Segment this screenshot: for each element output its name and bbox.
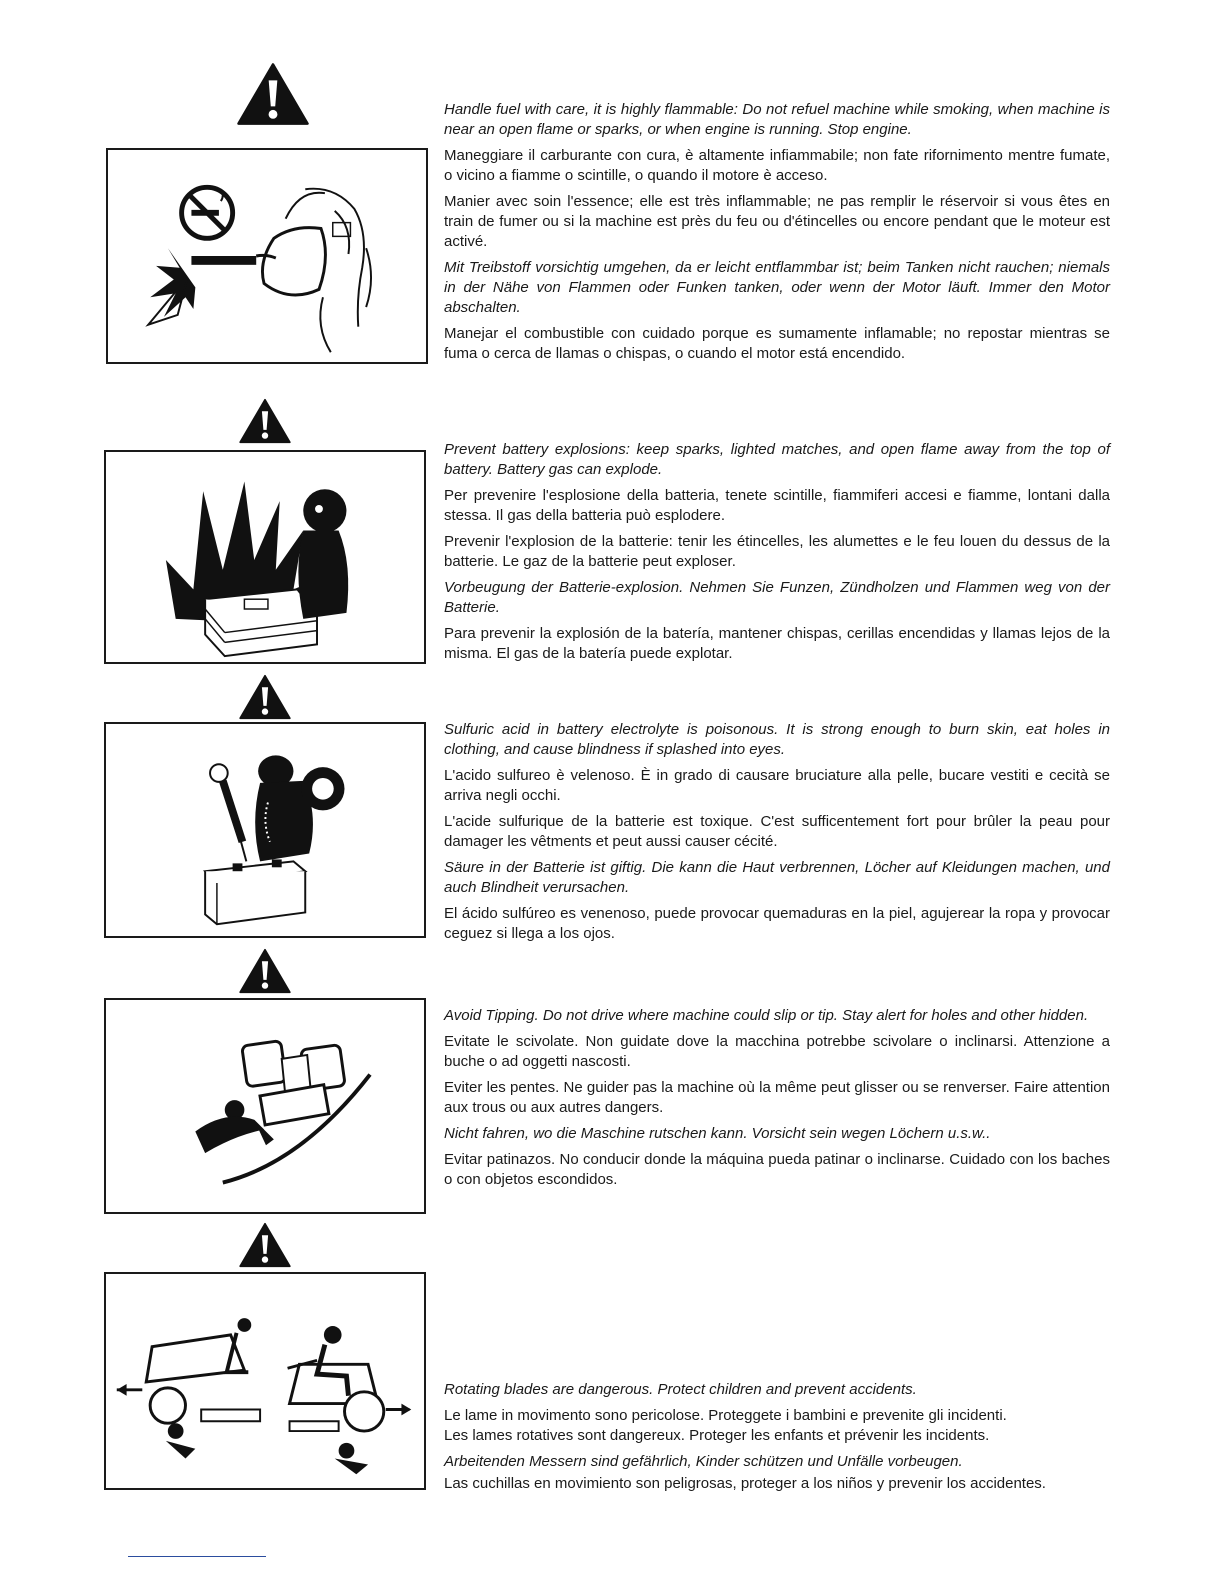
blades-text-de: Arbeitenden Messern sind gefährlich, Kinder schützen und Unfälle vorbeugen.	[444, 1453, 963, 1470]
warning-triangle-icon	[236, 58, 310, 130]
battery-explosion-text-fr: Prevenir l'explosion de la batterie: tenir les étincelles, les alumettes e le feu louen du dessus de la batterie. Le gaz de la batterie peut exploser.	[444, 533, 1110, 570]
blades-text-fr: Les lames rotatives sont dangereux. Proteger les enfants et prévenir les incidents.	[444, 1427, 990, 1444]
fuel-text-de: Mit Treibstoff vorsichtig umgehen, da er leicht entflammbar ist; beim Tanken nicht rauchen; niemals in der Nähe von Flammen oder Funken tanken, oder wenn der Motor läuft. Immer den Motor abschalten.	[444, 259, 1110, 316]
fuel-text-en: Handle fuel with care, it is highly flammable: Do not refuel machine while smoking, when machine is near an open flame or sparks, or when engine is running. Stop engine.	[444, 101, 1110, 138]
tipping-text	[444, 1006, 1110, 1196]
tipping-text-it: Evitate le scivolate. Non guidate dove la macchina potrebbe scivolare o inclinarsi. Attenzione a buche o ad oggetti nascosti.	[444, 1033, 1110, 1070]
fuel-text-it: Maneggiare il carburante con cura, è altamente infiammabile; non fate rifornimento mentre fumate, o vicino a fiamme o scintille, o quando il motore è acceso.	[444, 147, 1110, 184]
battery-acid-text-it: L'acido sulfureo è velenoso. È in grado di causare bruciature alla pelle, bucare vestiti e cecità se arriva negli occhi.	[444, 767, 1110, 804]
blades-text-es: Las cuchillas en movimiento son peligrosas, proteger a los niños y prevenir los accidentes.	[444, 1475, 1046, 1492]
refuel-no-smoking-pictogram	[106, 148, 428, 364]
rotating-blades-children-pictogram	[104, 1272, 426, 1490]
warning-triangle-icon	[238, 674, 292, 720]
battery-explosion-text	[444, 440, 1110, 670]
battery-explosion-text-en: Prevent battery explosions: keep sparks, lighted matches, and open flame away from the top of battery. Battery gas can explode.	[444, 441, 1110, 478]
battery-explosion-text-es: Para prevenir la explosión de la batería, mantener chispas, cerillas encendidas y llamas lejos de la misma. El gas de la batería puede explotar.	[444, 625, 1110, 662]
blades-text-en: Rotating blades are dangerous. Protect children and prevent accidents.	[444, 1381, 917, 1398]
tipping-text-en: Avoid Tipping. Do not drive where machine could slip or tip. Stay alert for holes and other hidden.	[444, 1007, 1089, 1024]
battery-acid-text-fr: L'acide sulfurique de la batterie est toxique. C'est sufficentement fort pour brûler la peau pour damager les vêtments et peut aussi causer cécité.	[444, 813, 1110, 850]
fuel-warning-text	[444, 100, 1110, 370]
battery-acid-text-en: Sulfuric acid in battery electrolyte is poisonous. It is strong enough to burn skin, eat holes in clothing, and cause blindness if splashed into eyes.	[444, 721, 1110, 758]
warning-triangle-icon	[238, 398, 292, 444]
battery-explosion-text-it: Per prevenire l'esplosione della batteria, tenete scintille, fiammiferi accesi e fiamme, lontani dalla stessa. Il gas della batteria può esplodere.	[444, 487, 1110, 524]
battery-acid-pictogram	[104, 722, 426, 938]
tipping-text-es: Evitar patinazos. No conducir donde la máquina pueda patinar o inclinarse. Cuidado con los baches o con objetos escondidos.	[444, 1151, 1110, 1188]
blades-text	[444, 1380, 1110, 1500]
tipping-text-fr: Eviter les pentes. Ne guider pas la machine où la même peut glisser ou se renverser. Faire attention aux trous ou aux autres dangers.	[444, 1079, 1110, 1116]
warning-triangle-icon	[238, 948, 292, 994]
fuel-text-fr: Manier avec soin l'essence; elle est très inflammable; ne pas remplir le réservoir si vous êtes en train de fumer ou si la machine est près du feu ou d'étincelles ou encore pendant que le moteur est activé.	[444, 193, 1110, 250]
battery-acid-text	[444, 720, 1110, 950]
fuel-text-es: Manejar el combustible con cuidado porque es sumamente inflamable; no repostar mientras se fuma o cerca de llamas o chispas, o cuando el motor está encendido.	[444, 325, 1110, 362]
footer-rule	[128, 1556, 266, 1557]
tipping-text-de: Nicht fahren, wo die Maschine rutschen kann. Vorsicht sein wegen Löchern u.s.w..	[444, 1125, 991, 1142]
battery-explosion-pictogram	[104, 450, 426, 664]
battery-explosion-text-de: Vorbeugung der Batterie-explosion. Nehmen Sie Funzen, Zündholzen und Flammen weg von der Batterie.	[444, 579, 1110, 616]
no-smoking-icon	[182, 187, 233, 238]
warning-triangle-icon	[238, 1222, 292, 1268]
battery-acid-text-es: El ácido sulfúreo es venenoso, puede provocar quemaduras en la piel, agujerear la ropa y provocar ceguez si llega a los ojos.	[444, 905, 1110, 942]
tipping-slope-pictogram	[104, 998, 426, 1214]
battery-acid-text-de: Säure in der Batterie ist giftig. Die kann die Haut verbrennen, Löcher auf Kleidungen machen, und auch Blindheit verursachen.	[444, 859, 1110, 896]
blades-text-it: Le lame in movimento sono pericolose. Proteggete i bambini e prevenite gli incidenti.	[444, 1407, 1007, 1424]
